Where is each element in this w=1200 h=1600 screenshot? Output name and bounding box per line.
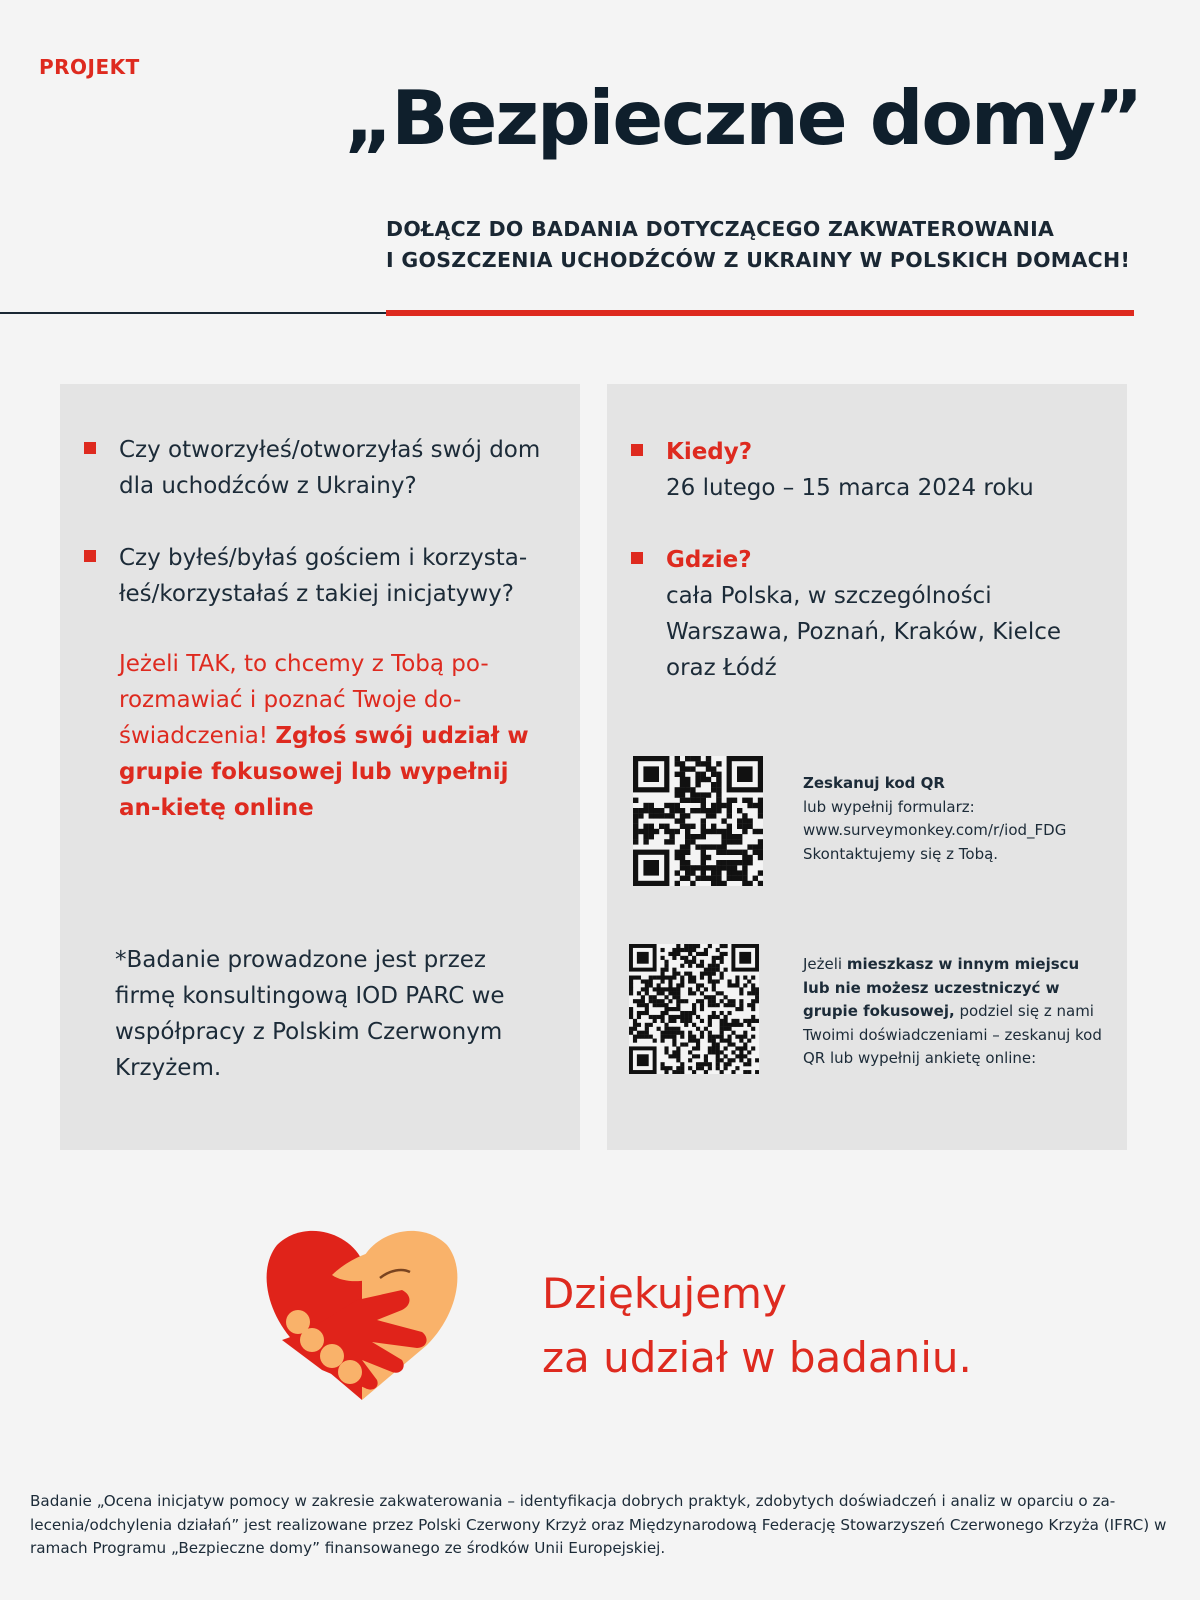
bullet-square-icon <box>84 550 96 562</box>
callout-text: Jeżeli TAK, to chcemy z Tobą po-rozmawiać i poznać Twoje do-świadczenia! <box>119 651 489 749</box>
when-value: 26 lutego – 15 marca 2024 roku <box>666 475 1034 501</box>
when-block <box>631 434 1116 506</box>
where-value: cała Polska, w szczególności Warszawa, Poznań, Kraków, Kielce oraz Łódź <box>666 583 1062 681</box>
thanks-line-2: za udział w badaniu. <box>542 1333 972 1382</box>
eyebrow-label: PROJEKT <box>39 55 140 79</box>
where-label: Gdzie? <box>666 547 752 573</box>
qr1-heading: Zeskanuj kod QR <box>803 774 945 792</box>
thanks-line-1: Dziękujemy <box>542 1269 787 1318</box>
footer-disclaimer: Badanie „Ocena inicjatyw pomocy w zakresie zakwaterowania – identyfikacja dobrych praktyk, zdobytych doświadczeń i analiz w oparciu o za-lecenia/odchylenia działań” jest realizowane przez Polski Czerwony Krzyż oraz Międzynarodową Federację Stowarzyszeń Czerwonego Krzyża (IFRC) w ramach Programu „Bezpieczne domy” finansowanego ze środków Unii Europejskiej. <box>30 1492 1167 1557</box>
right-panel <box>607 384 1127 1150</box>
question-1 <box>84 432 569 504</box>
where-block <box>631 542 1116 686</box>
question-2 <box>84 540 569 612</box>
qr1-line3: Skontaktujemy się z Tobą. <box>803 844 999 863</box>
question-2-text: Czy byłeś/byłaś gościem i korzysta-łeś/korzystałaś z takiej inicjatywy? <box>119 545 528 607</box>
divider-red <box>386 310 1134 316</box>
page-title: „Bezpieczne domy” <box>344 74 1142 162</box>
qr2-bold: mieszkasz w innym miejscu lub nie możesz uczestniczyć w grupie fokusowej, <box>803 955 1080 1020</box>
qr1-text <box>803 772 1103 866</box>
bullet-square-icon <box>631 444 643 456</box>
subtitle-line-1: DOŁĄCZ DO BADANIA DOTYCZĄCEGO ZAKWATEROWANIA <box>386 217 1055 241</box>
subtitle <box>386 214 1130 276</box>
bullet-square-icon <box>84 442 96 454</box>
question-1-text: Czy otworzyłeś/otworzyłaś swój dom dla uchodźców z Ukrainy? <box>119 437 541 499</box>
survey-link[interactable]: www.surveymonkey.com/r/iod_FDG <box>803 821 1067 839</box>
divider-dark <box>0 312 390 314</box>
qr2-suffix: podziel się z nami Twoimi doświadczeniami – zeskanuj kod QR lub wypełnij ankietę online: <box>803 1002 1102 1067</box>
thanks-message <box>542 1262 972 1390</box>
left-panel <box>60 384 580 1150</box>
qr2-prefix: Jeżeli <box>803 955 847 973</box>
subtitle-line-2: I GOSZCZENIA UCHODŹCÓW Z UKRAINY W POLSKICH DOMACH! <box>386 248 1131 272</box>
qr-code-icon[interactable] <box>629 944 759 1074</box>
callout-bold-cta: Zgłoś swój udział w grupie fokusowej lub wypełnij an-kietę online <box>119 723 529 821</box>
qr1-line1: lub wypełnij formularz: <box>803 797 975 816</box>
callout <box>119 646 539 826</box>
handshake-heart-icon <box>262 1220 462 1400</box>
when-label: Kiedy? <box>666 439 753 465</box>
qr-code-icon[interactable] <box>633 756 763 886</box>
study-note: *Badanie prowadzone jest przez firmę konsultingową IOD PARC we współpracy z Polskim Czerwonym Krzyżem. <box>115 947 505 1081</box>
bullet-square-icon <box>631 552 643 564</box>
qr2-text <box>803 953 1103 1071</box>
